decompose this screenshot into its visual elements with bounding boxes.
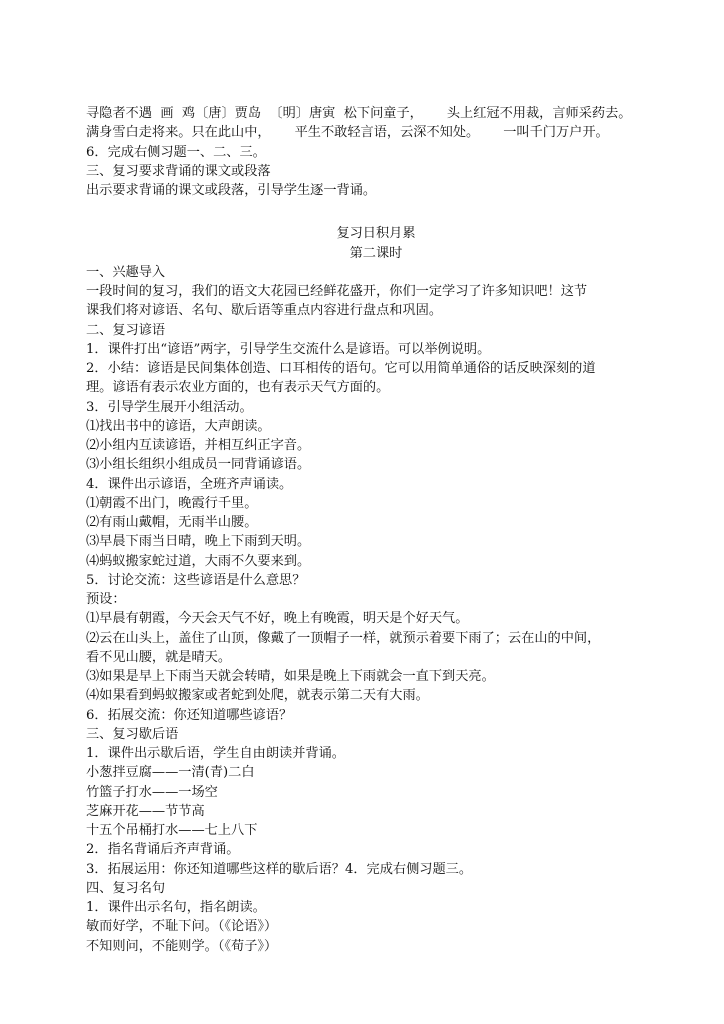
poem-author-tangyin: 〔明〕唐寅: [269, 106, 336, 121]
proverb-item: ⑶早晨下雨当日晴，晚上下雨到天明。: [86, 534, 311, 550]
poem-line-1: [86, 104, 666, 123]
text-line: 一段时间的复习，我们的语文大花园已经鲜花盛开，你们一定学习了许多知识吧！这节: [86, 284, 588, 299]
text-line: 理。谚语有表示农业方面的，也有表示天气方面的。: [86, 380, 390, 396]
text-line: 3．引导学生展开小组活动。: [86, 399, 253, 415]
poem-title-hua: 画: [160, 106, 174, 121]
poem-verse-2c: 一叫千门万户开。: [503, 125, 609, 141]
text-line: 3．拓展运用：你还知道哪些这样的歇后语？4．完成右侧习题三。: [86, 861, 473, 877]
text-line: 课我们将对谚语、名句、歇后语等重点内容进行盘点和巩固。: [86, 303, 443, 319]
list-item: ⑷如果看到蚂蚁搬家或者蛇到处爬，就表示第二天有大雨。: [86, 688, 429, 704]
section-heading: 二、复习谚语: [86, 322, 166, 338]
text-line: 2．小结：谚语是民间集体创造、口耳相传的语句。它可以用简单通俗的话反映深刻的道: [86, 361, 596, 376]
section-heading: 一、兴趣导入: [86, 264, 166, 280]
text-line: 5．讨论交流：这些谚语是什么意思？: [86, 572, 306, 588]
text-line: 出示要求背诵的课文或段落，引导学生逐一背诵。: [86, 183, 377, 198]
section-heading: 四、复习名句: [86, 880, 166, 896]
xiehouyu-item: 十五个吊桶打水——七上八下: [86, 823, 258, 838]
quote-item: 敏而好学，不耻下问。（《论语》）: [86, 919, 278, 935]
lesson-title: 复习日积月累: [336, 226, 416, 242]
proverb-item: ⑵有雨山戴帽，无雨半山腰。: [86, 515, 258, 530]
list-item: ⑵云在山头上，盖住了山顶，像戴了一顶帽子一样，就预示着要下雨了；云在山的中间，: [86, 630, 601, 646]
section-heading: 三、复习要求背诵的课文或段落: [86, 163, 271, 179]
poem-verse-1b: 头上红冠不用裁，言师采药去。: [446, 106, 632, 121]
text-line: 预设：: [86, 592, 126, 607]
proverb-item: ⑴朝霞不出门，晚霞行千里。: [86, 495, 258, 511]
text-line: 6．完成右侧习题一、二、三。: [86, 144, 266, 160]
proverb-item: ⑷蚂蚁搬家蛇过道，大雨不久要来到。: [86, 553, 311, 569]
xiehouyu-item: 小葱拌豆腐——一清(青)二白: [86, 765, 255, 781]
text-line: 4．课件出示谚语，全班齐声诵读。: [86, 476, 293, 492]
text-line: 看不见山腰，就是晴天。: [86, 649, 232, 665]
document-page: [86, 104, 666, 956]
quote-item: 不知则问，不能则学。（《荀子》）: [86, 938, 278, 954]
text-line: 1．课件出示名句，指名朗读。: [86, 900, 266, 915]
text-line: 2．指名背诵后齐声背诵。: [86, 842, 240, 858]
xiehouyu-item: 竹篮子打水——一场空: [86, 784, 218, 800]
text-line: 6．拓展交流：你还知道哪些谚语？: [86, 707, 293, 723]
text-line: 1．课件打出“谚语”两字，引导学生交流什么是谚语。可以举例说明。: [86, 341, 491, 357]
poem-title-ji-author-jiadao: 鸡〔唐〕贾岛: [181, 106, 262, 121]
poem-verse-2a: 满身雪白走将来。只在此山中，: [86, 125, 271, 141]
poem-title-xunyinzhe: 寻隐者不遇: [86, 106, 152, 121]
list-item: ⑴早晨有朝霞，今天会天气不好，晚上有晚霞，明天是个好天气。: [86, 611, 469, 627]
xiehouyu-item: 芝麻开花——节节高: [86, 803, 205, 819]
poem-line-2: [86, 123, 666, 142]
blank-gap: [86, 200, 666, 224]
poem-verse-1a: 松下问童子，: [343, 106, 423, 121]
lesson-subtitle: 第二课时: [349, 245, 403, 261]
list-item: ⑶如果是早上下雨当天就会转晴，如果是晚上下雨就会一直下到天亮。: [86, 669, 495, 684]
text-line: 1．课件出示歇后语，学生自由朗读并背诵。: [86, 746, 345, 761]
list-item: ⑴找出书中的谚语，大声朗读。: [86, 418, 271, 434]
list-item: ⑶小组长组织小组成员一同背诵谚语。: [86, 457, 311, 473]
section-heading: 三、复习歇后语: [86, 726, 179, 742]
list-item: ⑵小组内互读谚语，并相互纠正字音。: [86, 438, 311, 453]
poem-verse-2b: 平生不敢轻言语，云深不知处。: [294, 125, 480, 141]
